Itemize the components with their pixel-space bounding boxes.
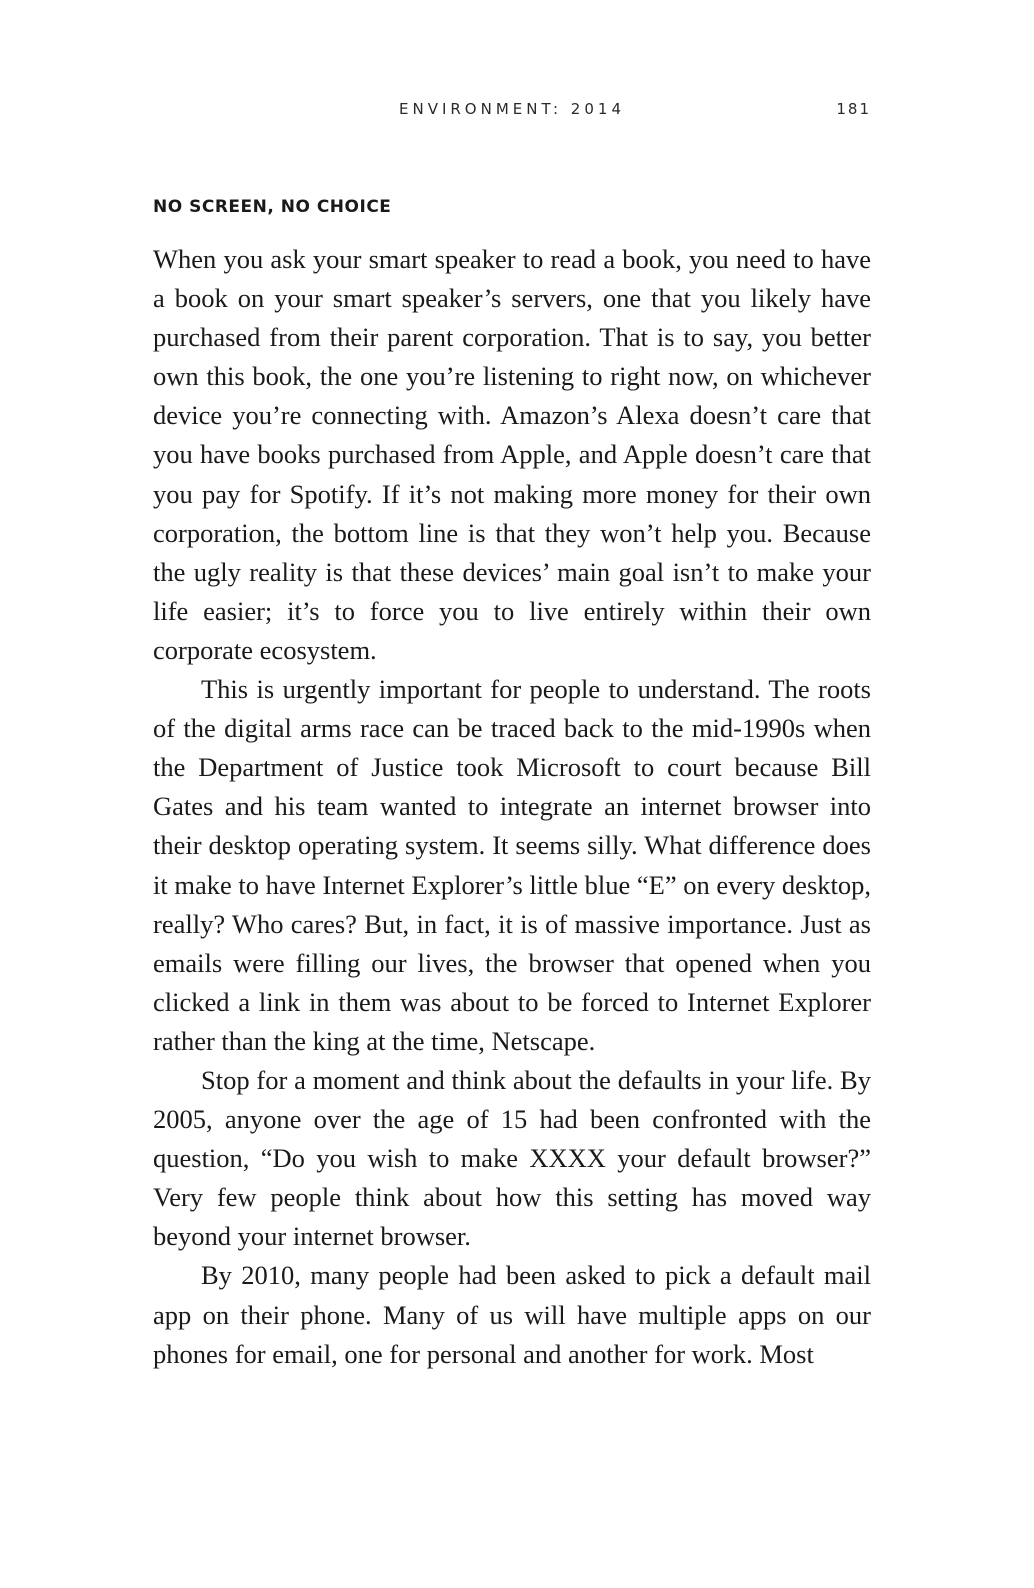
section-heading: NO SCREEN, NO CHOICE <box>153 197 392 217</box>
running-title: ENVIRONMENT: 2014 <box>399 100 625 118</box>
paragraph: This is urgently important for people to understand. The roots of the digital arms race can be traced back to the mid-1990s when the Department of Justice took Microsoft to court because Bill Gates and his team wanted to integrate an internet browser into their desktop operating system. It seems silly. What difference does it make to have Internet Explorer’s little blue “E” on every desktop, really? Who cares? But, in fact, it is of massive importance. Just as emails were filling our lives, the browser that opened when you clicked a link in them was about to be forced to Internet Explorer rather than the king at the time, Netscape. <box>153 674 871 1056</box>
running-head <box>153 100 871 124</box>
paragraph: Stop for a moment and think about the defaults in your life. By 2005, anyone over the age of 15 had been confronted with the question, “Do you wish to make XXXX your default browser?” Very few people think about how this setting has moved way beyond your internet browser. <box>153 1064 871 1252</box>
page-number: 181 <box>836 100 871 118</box>
paragraph: By 2010, many people had been asked to pick a default mail app on their phone. Many of us will have multiple apps on our phones for email, one for personal and another for work. Most <box>153 1260 871 1369</box>
body-text <box>153 240 871 1374</box>
paragraph: When you ask your smart speaker to read a book, you need to have a book on your smart speaker’s servers, one that you likely have purchased from their parent corporation. That is to say, you better own this book, the one you’re listening to right now, on whichever device you’re connecting with. Amazon’s Alexa doesn’t care that you have books purchased from Apple, and Apple doesn’t care that you pay for Spotify. If it’s not making more money for their own corporation, the bottom line is that they won’t help you. Because the ugly reality is that these devices’ main goal isn’t to make your life easier; it’s to force you to live entirely within their own corporate ecosystem. <box>153 244 871 665</box>
